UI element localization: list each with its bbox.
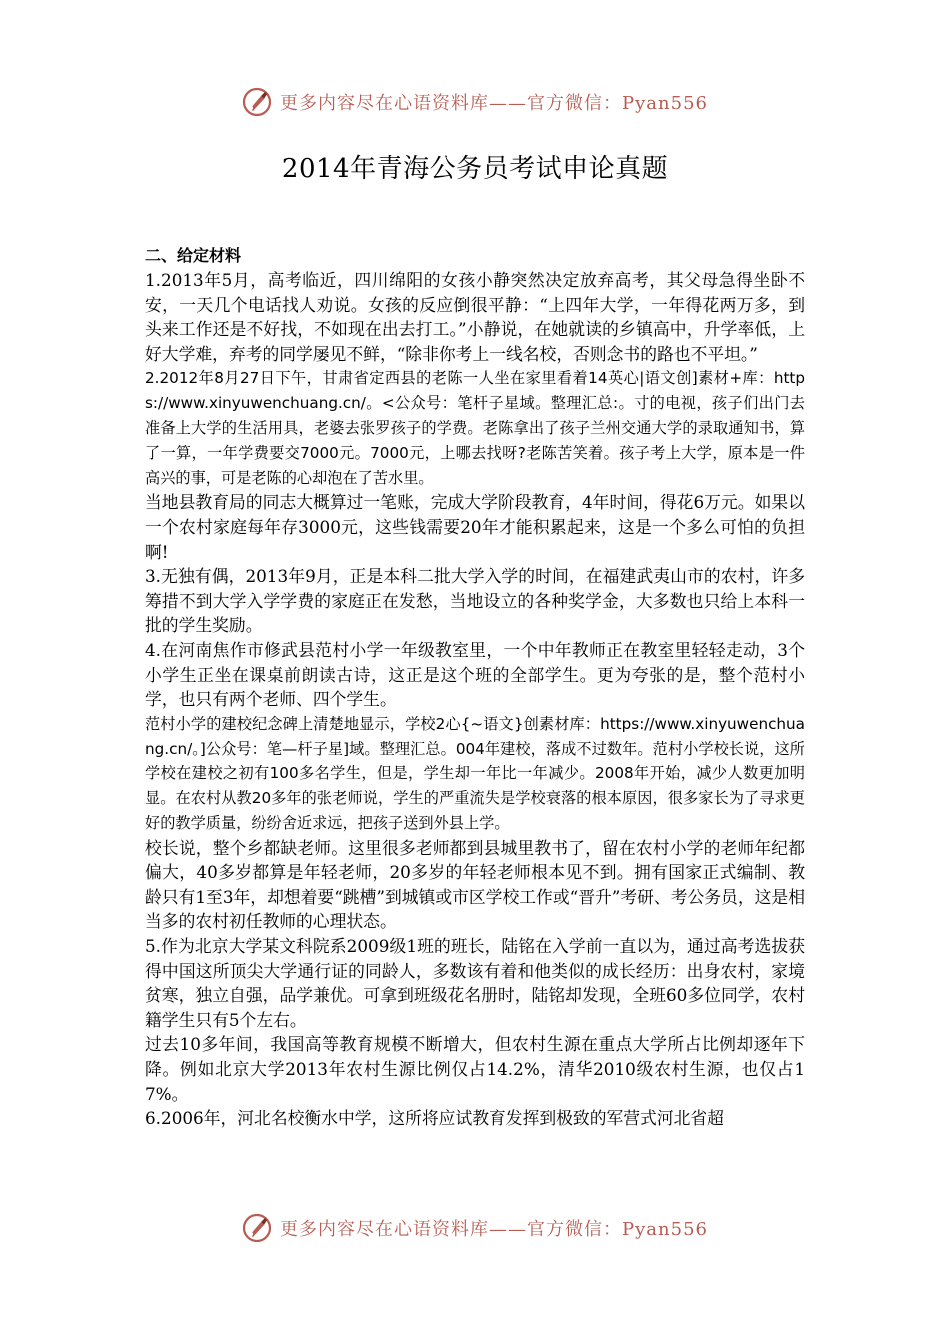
paragraph-4-teachers: 校长说，整个乡都缺老师。这里很多老师都到县城里教书了，留在农村小学的老师年纪都偏大，40多岁都算是年轻老师，20多岁的年轻老师根本见不到。拥有国家正式编制、教龄只有1至3年，却想着要“跳槽”到城镇或市区学校工作或“晋升”考研、考公务员，这是相当多的农村初任教师的心理状态。 — [145, 837, 805, 932]
paragraph-4-continued: 范村小学的建校纪念碑上清楚地显示，学校2心{~语文}创素材库：https://www.xinyuwenchuang.cn/。]公众号：笔—杆子星]域。整理汇总。004年建校，落成不过数年。范村小学校长说，这所学校在建校之初有100多名学生，但是，学生却一年比一年减少。2008年开始，减少人数更加明显。在农村从教20多年的张老师说，学生的严重流失是学校衰落的根本原因，很多家长为了寻求更好的教学质量，纷纷舍近求远，把孩子送到外县上学。 — [145, 714, 805, 832]
header-watermark-banner — [0, 82, 950, 122]
pen-nib-logo-icon — [242, 87, 272, 117]
paragraph-5-continued: 过去10多年间，我国高等教育规模不断增大，但农村生源在重点大学所占比例却逐年下降。例如北京大学2013年农村生源比例仅占14.2%，清华2010级农村生源，也仅占17%。 — [145, 1034, 805, 1104]
document-body — [145, 244, 805, 1131]
paragraph-3: 3.无独有偶，2013年9月，正是本科二批大学入学的时间，在福建武夷山市的农村，许多筹措不到大学入学学费的家庭正在发愁，当地设立的各种奖学金，大多数也只给上本科一批的学生奖励。 — [145, 566, 805, 636]
footer-watermark-banner — [0, 1208, 950, 1248]
paragraph-6: 6.2006年，河北名校衡水中学，这所将应试教育发挥到极致的军营式河北省超 — [145, 1108, 724, 1129]
paragraph-5: 5.作为北京大学某文科院系2009级1班的班长，陆铭在入学前一直以为，通过高考选拔获得中国这所顶尖大学通行证的同龄人，多数该有着和他类似的成长经历：出身农村，家境贫寒，独立自强，品学兼优。可拿到班级花名册时，陆铭却发现，全班60多位同学，农村籍学生只有5个左右。 — [145, 936, 805, 1030]
paragraph-2-continued: 当地县教育局的同志大概算过一笔账，完成大学阶段教育，4年时间，得花6万元。如果以一个农村家庭每年存3000元，这些钱需要20年才能积累起来，这是一个多么可怕的负担啊! — [145, 492, 805, 562]
page-title: 2014年青海公务员考试申论真题 — [281, 154, 669, 184]
section-heading: 二、给定材料 — [145, 246, 242, 265]
watermark-text: 更多内容尽在心语资料库——官方微信：Pyan556 — [280, 1219, 708, 1240]
paragraph-2: 2.2012年8月27日下午，甘肃省定西县的老陈一人坐在家里看着14英心|语文创]素材+库：https://www.xinyuwenchuang.cn/。<公众号：笔杆子星域。整理汇总:。寸的电视，孩子们出门去准备上大学的生活用具，老婆去张罗孩子的学费。老陈拿出了孩子兰州交通大学的录取通知书，算了一算，一年学费要交7000元。7000元，上哪去找呀?老陈苦笑着。孩子考上大学，原本是一件高兴的事，可是老陈的心却泡在了苦水里。 — [145, 369, 805, 487]
paragraph-4: 4.在河南焦作市修武县范村小学一年级教室里，一个中年教师正在教室里轻轻走动，3个小学生正坐在课桌前朗读古诗，这正是这个班的全部学生。更为夸张的是，整个范村小学，也只有两个老师、四个学生。 — [145, 639, 805, 710]
paragraph-1: 1.2013年5月，高考临近，四川绵阳的女孩小静突然决定放弃高考，其父母急得坐卧不安，一天几个电话找人劝说。女孩的反应倒很平静：“上四年大学，一年得花两万多，到头来工作还是不好找，不如现在出去打工。”小静说，在她就读的乡镇高中，升学率低，上好大学难，弃考的同学屡见不鲜，“除非你考上一线名校，否则念书的路也不平坦。” — [145, 270, 805, 364]
watermark-text: 更多内容尽在心语资料库——官方微信：Pyan556 — [280, 93, 708, 114]
pen-nib-logo-icon — [242, 1213, 272, 1243]
